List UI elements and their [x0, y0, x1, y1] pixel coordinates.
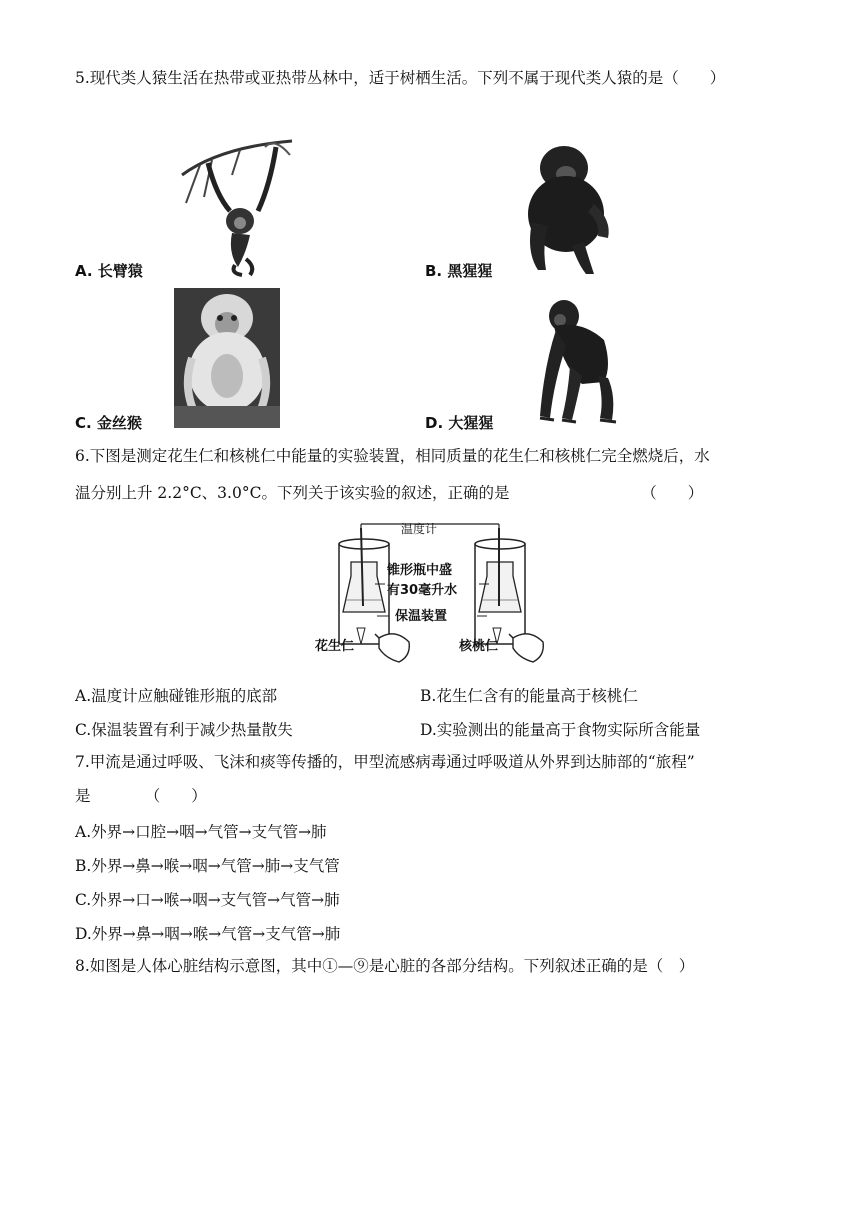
- chimpanzee-image: [522, 142, 614, 277]
- q5-option-d: D. 大猩猩: [425, 414, 494, 432]
- q5-option-b: B. 黑猩猩: [425, 262, 493, 280]
- q6-stem-line1: 6.下图是测定花生仁和核桃仁中能量的实验装置，相同质量的花生仁和核桃仁完全燃烧后，水: [75, 447, 710, 465]
- label-thermometer: 温度计: [401, 522, 438, 536]
- q5-stem: 5.现代类人猿生活在热带或亚热带丛林中，适于树栖生活。下列不属于现代类人猿的是（ ）: [75, 69, 726, 87]
- q6-option-d: D.实验测出的能量高于食物实际所含能量: [420, 721, 701, 739]
- label-peanut: 花生仁: [315, 639, 355, 654]
- label-flask-line2: 有30毫升水: [387, 583, 458, 598]
- label-walnut: 核桃仁: [459, 639, 499, 654]
- q6-stem-line2: 温分别上升 2.2°C、3.0°C。下列关于该实验的叙述，正确的是 （ ）: [75, 484, 704, 502]
- q5-option-a: A. 长臂猿: [75, 262, 143, 280]
- gibbon-image: [180, 135, 300, 277]
- q7-option-c: C.外界→口→喉→咽→支气管→气管→肺: [75, 891, 340, 909]
- golden-monkey-image: [174, 288, 280, 428]
- q7-option-b: B.外界→鼻→喉→咽→气管→肺→支气管: [75, 857, 340, 875]
- gorilla-image: [532, 296, 618, 424]
- q5-option-c: C. 金丝猴: [75, 414, 142, 432]
- q7-stem-line2: 是 （ ）: [75, 787, 207, 805]
- q7-stem-line1: 7.甲流是通过呼吸、飞沫和痰等传播的，甲型流感病毒通过呼吸道从外界到达肺部的“旅程”: [75, 753, 695, 771]
- label-flask-line1: 锥形瓶中盛: [387, 563, 453, 578]
- q7-option-a: A.外界→口腔→咽→气管→支气管→肺: [75, 823, 327, 841]
- q6-option-b: B.花生仁含有的能量高于核桃仁: [420, 687, 638, 705]
- q7-option-d: D.外界→鼻→咽→喉→气管→支气管→肺: [75, 925, 341, 943]
- calorimeter-figure: [315, 516, 547, 666]
- label-insulation: 保温装置: [395, 609, 448, 624]
- q8-stem: 8.如图是人体心脏结构示意图，其中①—⑨是心脏的各部分结构。下列叙述正确的是（ ）: [75, 957, 695, 975]
- q6-option-c: C.保温装置有利于减少热量散失: [75, 721, 293, 739]
- q6-option-a: A.温度计应触碰锥形瓶的底部: [75, 687, 278, 705]
